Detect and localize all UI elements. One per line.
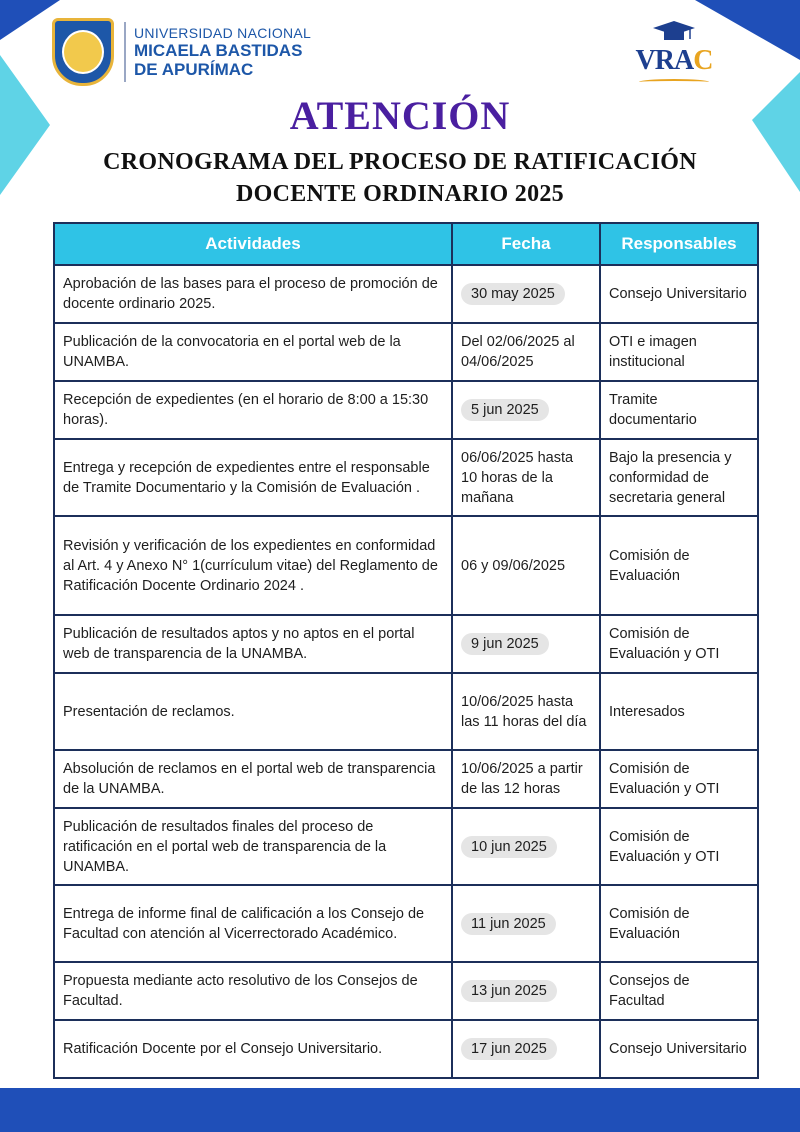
date-cell [452,381,600,439]
table-row [54,750,758,808]
date-text: 06/06/2025 hasta 10 horas de la mañana [461,449,574,506]
table-row [54,439,758,516]
column-header-actividades: Actividades [54,223,452,265]
table-row [54,323,758,381]
date-cell [452,673,600,750]
responsible-cell: Consejos de Facultad [600,962,758,1020]
vrac-logo [628,20,720,92]
date-chip: 13 jun 2025 [461,980,557,1002]
responsible-cell: Consejo Universitario [600,1020,758,1078]
column-header-fecha: Fecha [452,223,600,265]
date-cell [452,962,600,1020]
graduation-cap-icon [652,20,696,42]
date-cell [452,885,600,962]
date-chip: 11 jun 2025 [461,913,556,935]
responsible-cell: Comisión de Evaluación [600,516,758,615]
date-chip: 5 jun 2025 [461,399,549,421]
activity-cell: Aprobación de las bases para el proceso de promoción de docente ordinario 2025. [54,265,452,323]
responsible-cell: Comisión de Evaluación y OTI [600,750,758,808]
page-title [40,146,760,210]
table-row [54,1020,758,1078]
date-cell [452,516,600,615]
activity-cell: Ratificación Docente por el Consejo Universitario. [54,1020,452,1078]
responsible-cell: Bajo la presencia y conformidad de secretaria general [600,439,758,516]
table-row [54,615,758,673]
date-text: 06 y 09/06/2025 [461,557,566,574]
university-name-line3: DE APURÍMAC [134,60,254,79]
date-cell [452,265,600,323]
page-title-line2: DOCENTE ORDINARIO 2025 [236,181,564,207]
activity-cell: Revisión y verificación de los expedientes en conformidad al Art. 4 y Anexo N° 1(currículum vitae) del Reglamento de Ratificación Docente Ordinario 2024 . [54,516,452,615]
table-row [54,962,758,1020]
page-title-line1: CRONOGRAMA DEL PROCESO DE RATIFICACIÓN [103,149,697,175]
schedule-table-body [54,265,758,1078]
activity-cell: Propuesta mediante acto resolutivo de los Consejos de Facultad. [54,962,452,1020]
activity-cell: Presentación de reclamos. [54,673,452,750]
date-chip: 9 jun 2025 [461,633,549,655]
date-chip: 17 jun 2025 [461,1038,557,1060]
table-row [54,381,758,439]
university-seal-icon [52,18,114,86]
date-cell [452,1020,600,1078]
table-row [54,885,758,962]
date-chip: 30 may 2025 [461,283,565,305]
table-row [54,808,758,885]
responsible-cell: Comisión de Evaluación y OTI [600,808,758,885]
activity-cell: Publicación de resultados aptos y no aptos en el portal web de transparencia de la UNAMBA. [54,615,452,673]
date-cell [452,323,600,381]
date-cell [452,808,600,885]
logo-divider [124,22,126,82]
activity-cell: Publicación de resultados finales del proceso de ratificación en el portal web de transparencia de la UNAMBA. [54,808,452,885]
activity-cell: Absolución de reclamos en el portal web de transparencia de la UNAMBA. [54,750,452,808]
footer-band [0,1088,800,1132]
activity-cell: Entrega y recepción de expedientes entre el responsable de Tramite Documentario y la Comisión de Evaluación . [54,439,452,516]
activity-cell: Entrega de informe final de calificación a los Consejo de Facultad con atención al Vicerrectorado Académico. [54,885,452,962]
vrac-logo-text: VRAC [635,45,713,76]
university-name-line1: UNIVERSIDAD NACIONAL [134,25,312,41]
activity-cell: Recepción de expedientes (en el horario de 8:00 a 15:30 horas). [54,381,452,439]
date-cell [452,750,600,808]
date-chip: 10 jun 2025 [461,836,557,858]
page-heading: ATENCIÓN [289,93,511,138]
activity-cell: Publicación de la convocatoria en el portal web de la UNAMBA. [54,323,452,381]
responsible-cell: OTI e imagen institucional [600,323,758,381]
university-logo [52,18,311,86]
table-header-row [54,223,758,265]
responsible-cell: Interesados [600,673,758,750]
date-text: 10/06/2025 hasta las 11 horas del día [461,693,587,730]
vrac-logo-underline [639,79,709,85]
table-row [54,673,758,750]
date-cell [452,439,600,516]
responsible-cell: Tramite documentario [600,381,758,439]
date-text: 10/06/2025 a partir de las 12 horas [461,761,583,797]
responsible-cell: Comisión de Evaluación [600,885,758,962]
table-row [54,265,758,323]
date-cell [452,615,600,673]
university-name-line2: MICAELA BASTIDAS [134,41,303,60]
table-row [54,516,758,615]
responsible-cell: Comisión de Evaluación y OTI [600,615,758,673]
date-text: Del 02/06/2025 al 04/06/2025 [461,334,575,370]
schedule-table [53,222,759,1079]
corner-decoration-top-left [0,0,60,40]
responsible-cell: Consejo Universitario [600,265,758,323]
university-name [134,26,311,78]
column-header-responsables: Responsables [600,223,758,265]
